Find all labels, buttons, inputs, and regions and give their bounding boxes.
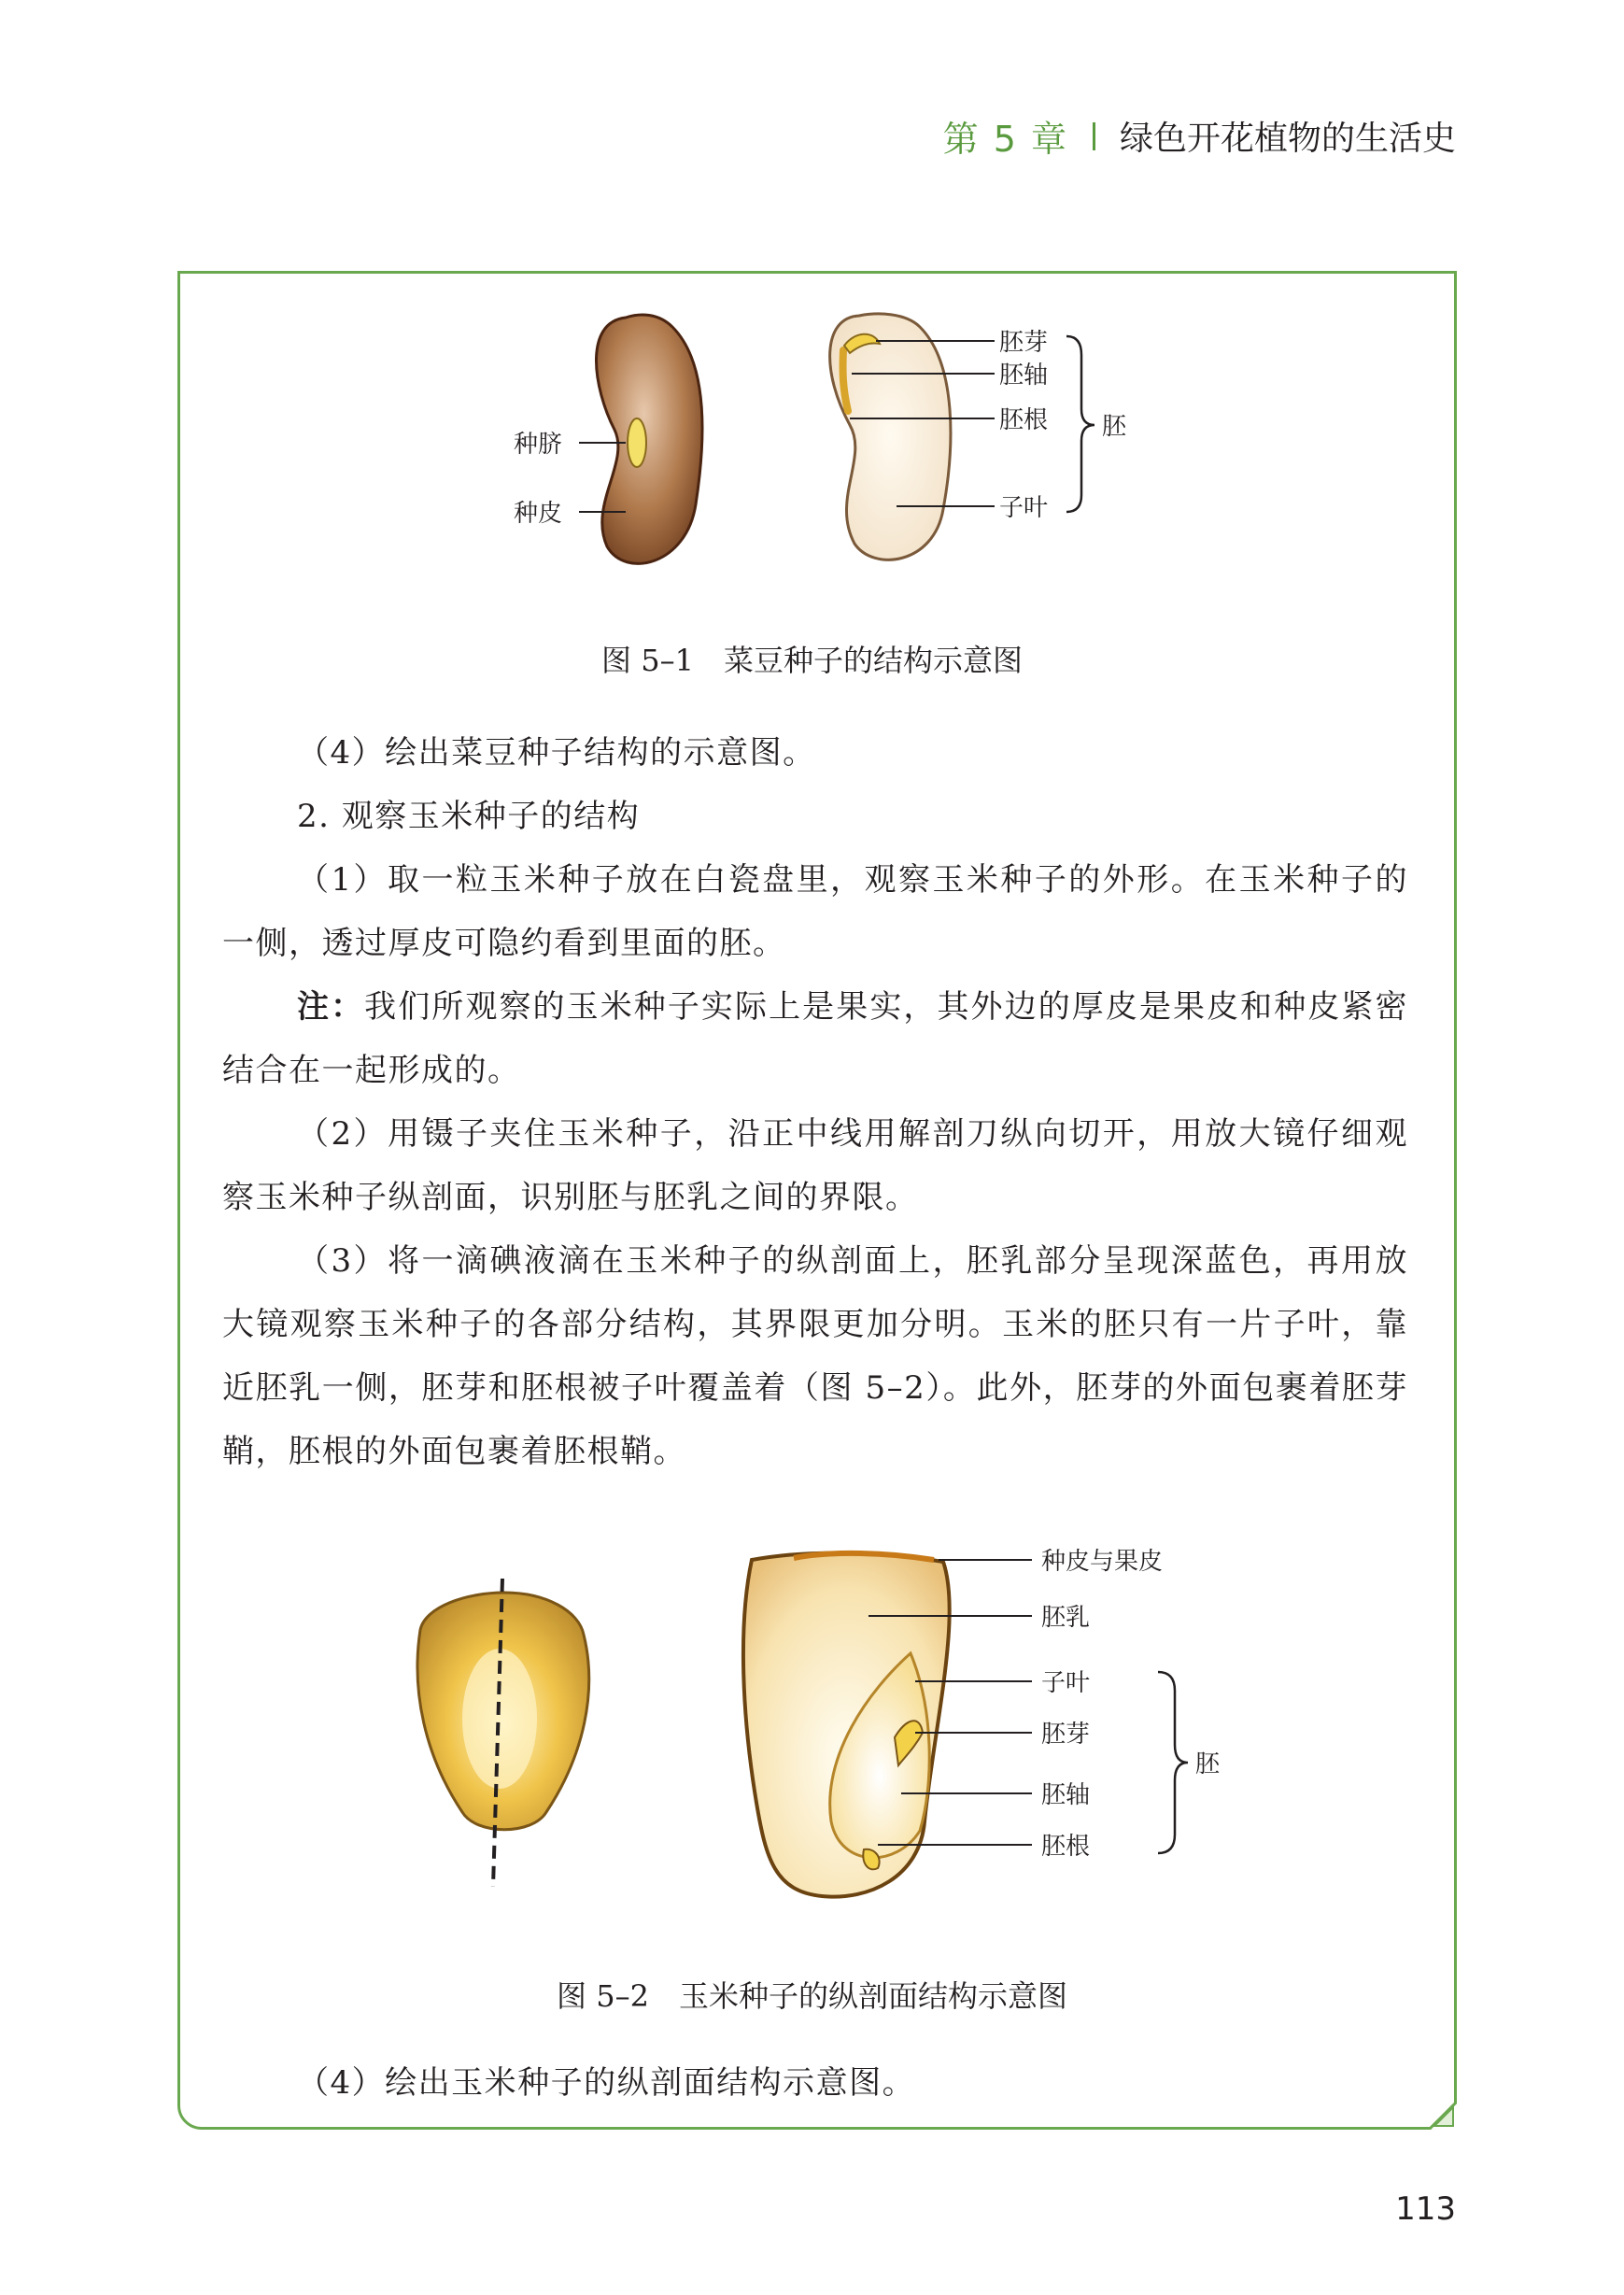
figure1-caption: 图 5–1 菜豆种子的结构示意图 <box>601 643 1023 678</box>
label-corn-radicle: 胚根 <box>1041 1833 1091 1861</box>
label-corn-plumule: 胚芽 <box>1041 1721 1091 1749</box>
paragraph-step4-bean: （4）绘出菜豆种子结构的示意图。 <box>297 734 816 772</box>
label-endosperm: 胚乳 <box>1041 1604 1091 1632</box>
note-text: 我们所观察的玉米种子实际上是果实，其外边的厚皮是果皮和种皮紧密结合在一起形成的。 <box>222 988 1408 1089</box>
figure-corn-seed <box>383 1541 1279 1934</box>
label-corn-hypocotyl: 胚轴 <box>1041 1781 1091 1809</box>
corn-embryo-brace <box>1158 1672 1188 1853</box>
bean-outer-shape <box>596 315 702 563</box>
paragraph-step4-corn: （4）绘出玉米种子的纵剖面结构示意图。 <box>297 2064 916 2102</box>
bean-hilum <box>628 418 646 467</box>
figure2-caption: 图 5–2 玉米种子的纵剖面结构示意图 <box>557 1978 1067 2014</box>
paragraph-step3-corn: （3）将一滴碘液滴在玉米种子的纵剖面上，胚乳部分呈现深蓝色，再用放大镜观察玉米种子的各部分结构，其界限更加分明。玉米的胚只有一片子叶，靠近胚乳一侧，胚芽和胚根被子叶覆盖着（图 5–2）。此外，胚芽的外面包裹着胚芽鞘，胚根的外面包裹着胚根鞘。 <box>222 1242 1408 1470</box>
label-corn-cotyledon: 子叶 <box>1041 1669 1091 1697</box>
paragraph-note <box>222 975 1408 1102</box>
paragraph-step1-corn: （1）取一粒玉米种子放在白瓷盘里，观察玉米种子的外形。在玉米种子的一侧，透过厚皮可隐约看到里面的胚。 <box>222 861 1408 962</box>
chapter-title: 绿色开花植物的生活史 <box>1119 120 1456 158</box>
label-cotyledon: 子叶 <box>999 494 1049 522</box>
page-fold-corner <box>1429 2102 1457 2130</box>
chapter-number: 第 5 章 <box>942 119 1068 160</box>
label-corn-embryo: 胚 <box>1195 1750 1221 1778</box>
running-header <box>943 110 1456 162</box>
note-label: 注： <box>297 988 365 1026</box>
label-radicle: 胚根 <box>999 406 1049 434</box>
embryo-brace <box>1066 336 1094 512</box>
label-hilum: 种脐 <box>514 431 563 459</box>
label-hypocotyl: 胚轴 <box>999 361 1049 390</box>
paragraph-heading-corn: 2. 观察玉米种子的结构 <box>297 798 641 835</box>
label-coat: 种皮与果皮 <box>1041 1548 1164 1576</box>
header-divider <box>1093 122 1095 150</box>
label-embryo: 胚 <box>1102 413 1127 441</box>
figure-bean-seed <box>495 299 1167 579</box>
page-number: 113 <box>1395 2190 1456 2228</box>
label-seed-coat: 种皮 <box>514 500 563 528</box>
label-plumule: 胚芽 <box>999 329 1049 357</box>
paragraph-step2-corn: （2）用镊子夹住玉米种子，沿正中线用解剖刀纵向切开，用放大镜仔细观察玉米种子纵剖面，识别胚与胚乳之间的界限。 <box>222 1115 1408 1216</box>
